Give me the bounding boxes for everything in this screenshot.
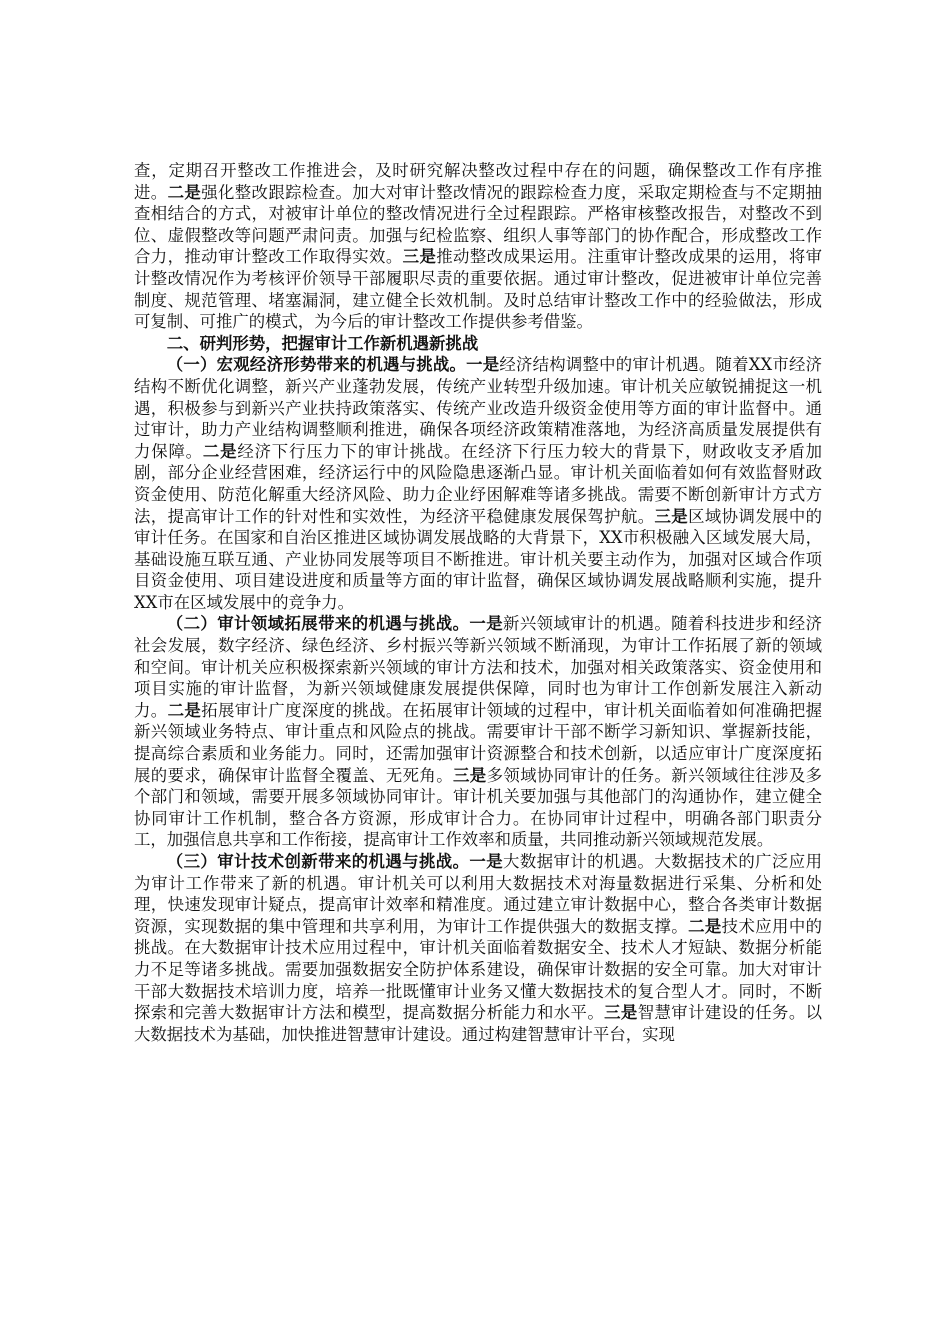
text-run: 经济结构调整中的审计机遇。随着XX市经济结构不断优化调整，新兴产业蓬勃发展，传统产业转型升级加速。审计机关应敏锐捕捉这一机遇，积极参与到新兴产业扶持政策落实、传统产业改造升级资金使用等方面的审计监督中。通过审计，助力产业结构调整顺利推进，确保各项经济政策精准落地，为经济高质量发展提供有力保障。: [134, 355, 822, 461]
paragraph-macro-economy: [134, 354, 822, 613]
text-run-bold: 二是: [688, 916, 722, 936]
section-heading-text: 二、研判形势，把握审计工作新机遇新挑战: [166, 333, 479, 353]
text-run: 区域协调发展中的审计任务。在国家和自治区推进区域协调发展战略的大背景下，XX市积极融入区域发展大局，基础设施互联互通、产业协同发展等项目不断推进。审计机关要主动作为，加强对区域合作项目资金使用、项目建设进度和质量等方面的审计监督，确保区域协调发展战略顺利实施，提升XX市在区域发展中的竞争力。: [134, 506, 823, 612]
subsection-title: （二）审计领域拓展带来的机遇与挑战。一是: [166, 614, 504, 634]
document-page: [134, 160, 822, 1045]
paragraph-rectification: [134, 160, 822, 333]
text-run: 技术应用中的挑战。在大数据审计技术应用过程中，审计机关面临着数据安全、技术人才短缺、数据分析能力不足等诸多挑战。需要加强数据安全防护体系建设，确保审计数据的安全可靠。加大对审计干部大数据技术培训力度，培养一批既懂审计业务又懂大数据技术的复合型人才。同时，不断探索和完善大数据审计方法和模型，提高数据分析能力和水平。: [134, 916, 823, 1023]
text-run-bold: 三是: [402, 247, 437, 267]
text-run-bold: 二是: [167, 182, 202, 202]
text-run: 推动整改成果运用。注重审计整改成果的运用，将审计整改情况作为考核评价领导干部履职尽责的重要依据。通过审计整改，促进被审计单位完善制度、规范管理、堵塞漏洞，建立健全长效机制。及时总结审计整改工作中的经验做法，形成可复制、可推广的模式，为今后的审计整改工作提供参考借鉴。: [134, 247, 823, 332]
text-run-bold: 三是: [654, 506, 689, 526]
text-run: 多领域协同审计的任务。新兴领域往往涉及多个部门和领域，需要开展多领域协同审计。审计机关要加强与其他部门的沟通协作，建立健全协同审计工作机制，整合各方资源，形成审计合力。在协同审计过程中，明确各部门职责分工，加强信息共享和工作衔接，提高审计工作效率和质量，共同推动新兴领域规范发展。: [134, 765, 823, 850]
paragraph-audit-domain: [134, 613, 822, 851]
text-run-bold: 三是: [604, 1003, 638, 1023]
text-run: 智慧审计建设的任务。以大数据技术为基础，加快推进智慧审计建设。通过构建智慧审计平台，实现: [134, 1003, 823, 1044]
subsection-title: （一）宏观经济形势带来的机遇与挑战。一是: [166, 355, 500, 375]
paragraph-audit-technology: [134, 851, 822, 1045]
text-run: 强化整改跟踪检查。加大对审计整改情况的跟踪检查力度，采取定期检查与不定期抽查相结合的方式，对被审计单位的整改情况进行全过程跟踪。严格审核整改报告，对整改不到位、虚假整改等问题严肃问责。加强与纪检监察、组织人事等部门的协作配合，形成整改工作合力，推动审计整改工作取得实效。: [134, 182, 823, 267]
text-run-bold: 二是: [202, 441, 238, 461]
subsection-title: （三）审计技术创新带来的机遇与挑战。一是: [166, 852, 504, 871]
text-run: 大数据审计的机遇。大数据技术的广泛应用为审计工作带来了新的机遇。审计机关可以利用大数据技术对海量数据进行采集、分析和处理，快速发现审计疑点，提高审计效率和精准度。通过建立审计数据中心，整合各类审计数据资源，实现数据的集中管理和共享利用，为审计工作提供强大的数据支撑。: [134, 852, 823, 936]
text-run: 新兴领域审计的机遇。随着科技进步和经济社会发展，数字经济、绿色经济、乡村振兴等新兴领域不断涌现，为审计工作拓展了新的领域和空间。审计机关应积极探索新兴领域的审计方法和技术，加强对相关政策落实、资金使用和项目实施的审计监督，为新兴领域健康发展提供保障，同时也为审计工作创新发展注入新动力。: [134, 614, 823, 720]
text-run: 经济下行压力下的审计挑战。在经济下行压力较大的背景下，财政收支矛盾加剧，部分企业经营困难，经济运行中的风险隐患逐渐凸显。审计机关面临着如何有效监督财政资金使用、防范化解重大经济风险、助力企业纾困解难等诸多挑战。需要不断创新审计方式方法，提高审计工作的针对性和实效性，为经济平稳健康发展保驾护航。: [134, 441, 823, 526]
text-run: 拓展审计广度深度的挑战。在拓展审计领域的过程中，审计机关面临着如何准确把握新兴领域业务特点、审计重点和风险点的挑战。需要审计干部不断学习新知识、掌握新技能，提高综合素质和业务能力。同时，还需加强审计资源整合和技术创新，以适应审计广度深度拓展的要求，确保审计监督全覆盖、无死角。: [134, 700, 823, 785]
section-heading: [134, 333, 822, 355]
text-run-bold: 三是: [453, 765, 487, 785]
text-run-bold: 二是: [167, 700, 202, 720]
text-run: 查，定期召开整改工作推进会，及时研究解决整改过程中存在的问题，确保整改工作有序推进。: [134, 161, 822, 202]
